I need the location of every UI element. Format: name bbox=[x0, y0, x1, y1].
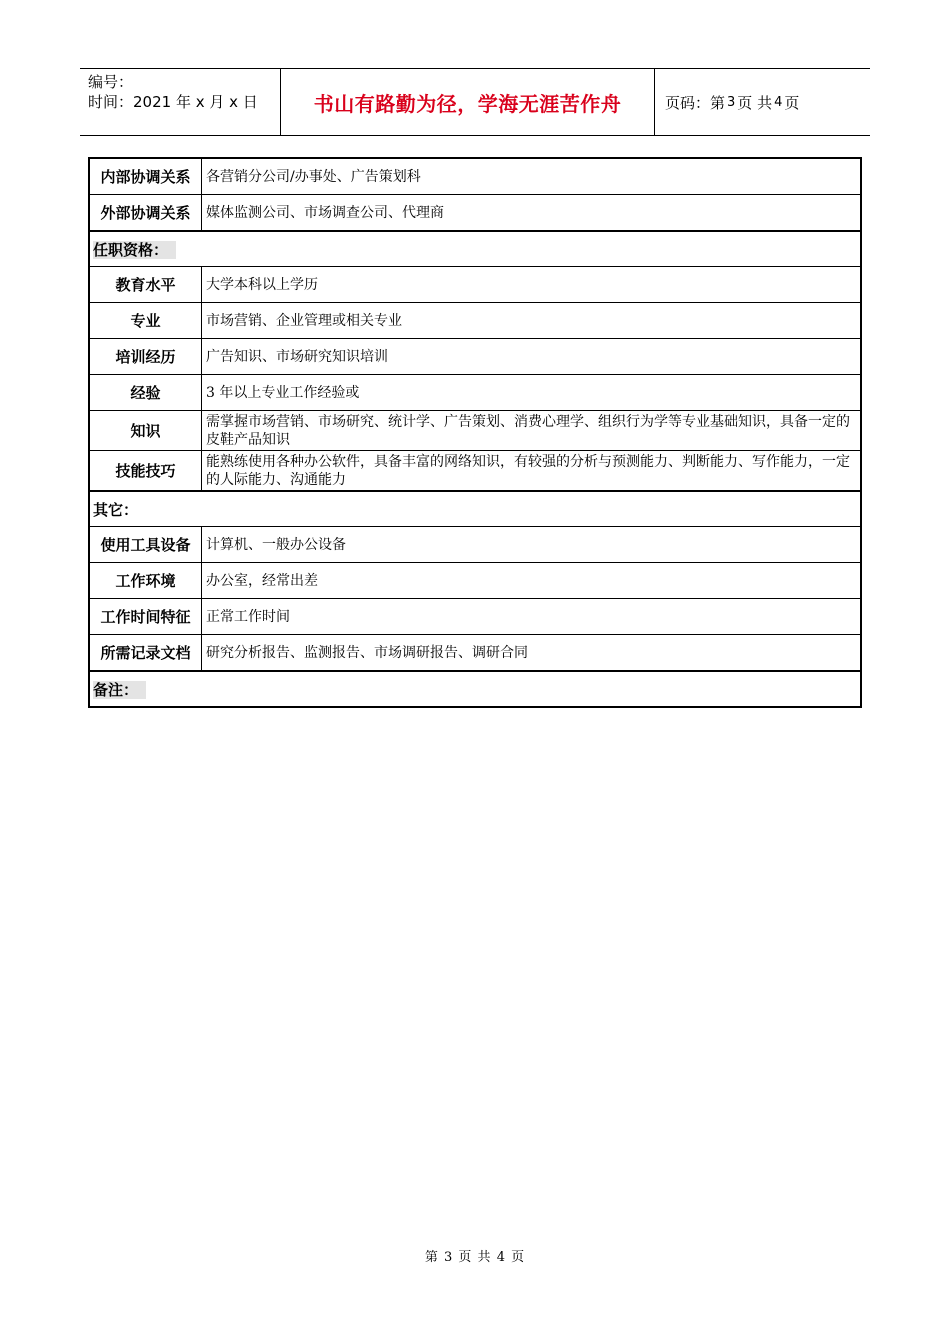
row-value: 市场营销、企业管理或相关专业 bbox=[202, 303, 862, 339]
row-label: 知识 bbox=[89, 411, 202, 451]
row-label: 内部协调关系 bbox=[89, 158, 202, 195]
section-row-notes bbox=[89, 671, 861, 707]
row-value: 正常工作时间 bbox=[202, 599, 862, 635]
header-motto: 书山有路勤为径，学海无涯苦作舟 bbox=[281, 69, 655, 135]
page-current: 3 bbox=[727, 94, 736, 110]
page-footer: 第 3 页 共 4 页 bbox=[424, 1250, 526, 1265]
row-label: 培训经历 bbox=[89, 339, 202, 375]
number-label: 编号： bbox=[88, 73, 134, 91]
table-row bbox=[89, 451, 861, 492]
table-row bbox=[89, 267, 861, 303]
row-label: 外部协调关系 bbox=[89, 195, 202, 232]
row-value: 需掌握市场营销、市场研究、统计学、广告策划、消费心理学、组织行为学等专业基础知识，具备一定的皮鞋产品知识 bbox=[202, 411, 862, 451]
row-value: 大学本科以上学历 bbox=[202, 267, 862, 303]
section-row-qualifications bbox=[89, 231, 861, 267]
table-row bbox=[89, 527, 861, 563]
row-label: 技能技巧 bbox=[89, 451, 202, 492]
row-value: 办公室，经常出差 bbox=[202, 563, 862, 599]
header-page-number bbox=[655, 69, 870, 135]
section-row-other bbox=[89, 491, 861, 527]
row-value: 各营销分公司/办事处、广告策划科 bbox=[202, 158, 862, 195]
row-label: 使用工具设备 bbox=[89, 527, 202, 563]
table-row bbox=[89, 599, 861, 635]
row-value: 研究分析报告、监测报告、市场调研报告、调研合同 bbox=[202, 635, 862, 672]
row-label: 专业 bbox=[89, 303, 202, 339]
table-row bbox=[89, 195, 861, 232]
section-title: 其它： bbox=[93, 500, 139, 519]
page-header bbox=[80, 68, 870, 136]
table-row bbox=[89, 339, 861, 375]
row-value: 媒体监测公司、市场调查公司、代理商 bbox=[202, 195, 862, 232]
page-prefix: 页码：第 bbox=[665, 93, 726, 112]
job-description-table bbox=[88, 157, 862, 708]
table-row bbox=[89, 563, 861, 599]
page-mid: 页 共 bbox=[737, 93, 773, 112]
row-value: 能熟练使用各种办公软件，具备丰富的网络知识，有较强的分析与预测能力、判断能力、写作能力，一定的人际能力、沟通能力 bbox=[202, 451, 862, 492]
table-row bbox=[89, 303, 861, 339]
row-value: 广告知识、市场研究知识培训 bbox=[202, 339, 862, 375]
header-meta bbox=[80, 69, 281, 135]
row-value: 计算机、一般办公设备 bbox=[202, 527, 862, 563]
section-title: 任职资格： bbox=[93, 241, 176, 259]
row-label: 经验 bbox=[89, 375, 202, 411]
row-label: 工作环境 bbox=[89, 563, 202, 599]
page-suffix: 页 bbox=[784, 93, 800, 112]
time-label: 时间：2021 年 x 月 x 日 bbox=[88, 93, 258, 111]
row-label: 所需记录文档 bbox=[89, 635, 202, 672]
table-row bbox=[89, 635, 861, 672]
table-row bbox=[89, 411, 861, 451]
row-label: 工作时间特征 bbox=[89, 599, 202, 635]
section-title: 备注： bbox=[93, 681, 146, 699]
page-total: 4 bbox=[774, 94, 783, 110]
row-label: 教育水平 bbox=[89, 267, 202, 303]
table-row bbox=[89, 158, 861, 195]
row-value: 3 年以上专业工作经验或 bbox=[202, 375, 862, 411]
table-row bbox=[89, 375, 861, 411]
